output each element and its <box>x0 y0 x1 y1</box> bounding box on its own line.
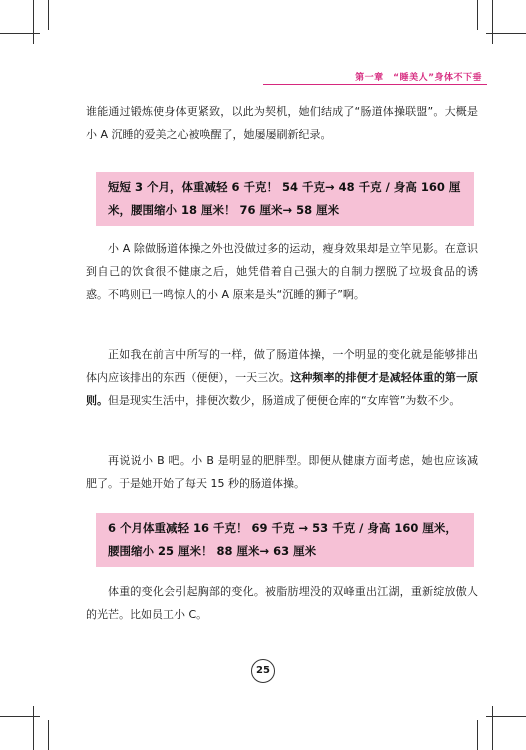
paragraph-1: 谁能通过锻炼使身体更紧致，以此为契机，她们结成了“肠道体操联盟”。大概是小 A 沉睡的爱美之心被唤醒了，她屡屡刷新纪录。 <box>86 105 478 141</box>
paragraph-5: 体重的变化会引起胸部的变化。被脂肪埋没的双峰重出江湖，重新绽放傲人的光芒。比如员工小 C。 <box>86 585 478 621</box>
crop-mark <box>492 0 493 44</box>
highlight-box-1: 短短 3 个月，体重减轻 6 千克！ 54 千克→ 48 千克 / 身高 160 厘米，腰围缩小 18 厘米！ 76 厘米→ 58 厘米 <box>96 172 474 226</box>
crop-mark <box>477 0 478 30</box>
highlight-box-2: 6 个月体重减轻 16 千克！ 69 千克 → 53 千克 / 身高 160 厘米，腰围缩小 25 厘米！ 88 厘米→ 63 厘米 <box>96 513 474 567</box>
paragraph-4: 再说说小 B 吧。小 B 是明显的肥胖型。即便从健康方面考虑，她也应该减肥了。于是她开始了每天 15 秒的肠道体操。 <box>86 454 478 490</box>
crop-mark <box>477 720 478 750</box>
paragraph-3-text-a: 正如我在前言中所写的一样，做了肠道体操，一个明显的变化就是能够排出体内应该排出的东西（便便），一天三次。 <box>86 348 478 384</box>
paragraph-2: 小 A 除做肠道体操之外也没做过多的运动，瘦身效果却是立竿见影。在意识到自己的饮食很不健康之后，她凭借着自己强大的自制力摆脱了垃圾食品的诱惑。不鸣则已一鸣惊人的小 A 原来是头“沉睡的狮子”啊。 <box>86 242 478 301</box>
crop-mark <box>0 716 40 717</box>
page-number: 25 <box>251 659 275 683</box>
crop-mark <box>0 33 40 34</box>
header-rule <box>263 84 487 85</box>
chapter-header: 第一章 “睡美人”身体不下垂 <box>355 73 482 83</box>
crop-mark <box>48 0 49 30</box>
crop-mark <box>486 716 526 717</box>
crop-mark <box>492 706 493 750</box>
paragraph-3-bold: 这种频率的排便才是减轻体重的第一原则。 <box>86 371 479 407</box>
crop-mark <box>48 720 49 750</box>
crop-mark <box>486 33 526 34</box>
paragraph-3 <box>86 343 478 412</box>
crop-mark <box>33 706 34 750</box>
crop-mark <box>33 0 34 44</box>
paragraph-3-text-c: 但是现实生活中，排便次数少，肠道成了便便仓库的“女库管”为数不少。 <box>108 394 461 407</box>
